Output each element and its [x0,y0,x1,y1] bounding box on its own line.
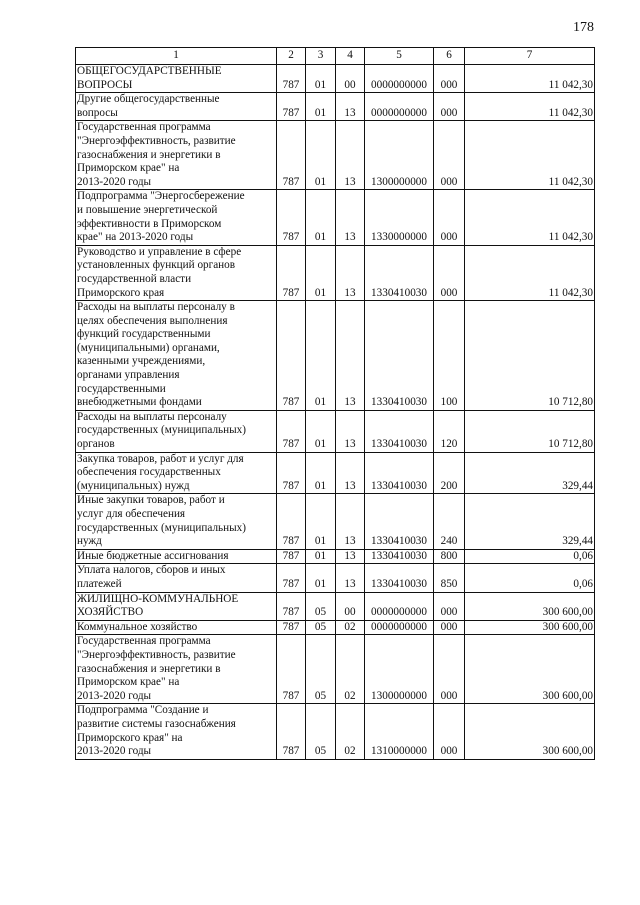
cell-name [76,190,277,245]
cell-subsection: 13 [336,494,365,549]
cell-name [76,549,277,564]
cell-name [76,704,277,759]
cell-target-article: 1330410030 [365,494,434,549]
cell-expense-type: 000 [434,65,465,93]
cell-amount: 11 042,30 [465,245,595,300]
cell-name [76,93,277,121]
header-cell-amount: 7 [465,48,595,65]
cell-name [76,592,277,620]
page-number: 178 [573,20,594,35]
budget-table [75,47,595,760]
cell-name [76,121,277,190]
cell-name-line: функций государственными [77,328,211,341]
cell-target-article: 1300000000 [365,121,434,190]
cell-expense-type: 000 [434,635,465,704]
cell-grbs: 787 [277,65,306,93]
header-cell-subsection: 4 [336,48,365,65]
table-row [76,564,595,592]
budget-table-body [76,48,595,760]
cell-section: 01 [306,452,336,494]
cell-subsection: 13 [336,190,365,245]
cell-name [76,635,277,704]
cell-name-line: и повышение энергетической [77,203,218,216]
table-row [76,65,595,93]
table-row [76,301,595,411]
cell-name-line: Приморском крае" на [77,676,180,689]
cell-expense-type: 000 [434,620,465,635]
cell-amount: 0,06 [465,549,595,564]
cell-name-line: ХОЗЯЙСТВО [77,606,144,619]
cell-expense-type: 000 [434,93,465,121]
cell-section: 05 [306,620,336,635]
cell-name [76,301,277,411]
cell-subsection: 13 [336,410,365,452]
cell-name-line: Приморского края [77,286,165,299]
table-row [76,494,595,549]
cell-name-line: ОБЩЕГОСУДАРСТВЕННЫЕ [77,65,222,77]
cell-name-line: Подпрограмма "Создание и [77,704,209,717]
cell-name-line: государственных (муниципальных) [77,521,246,534]
cell-expense-type: 120 [434,410,465,452]
cell-target-article: 0000000000 [365,592,434,620]
cell-expense-type: 000 [434,592,465,620]
cell-section: 01 [306,245,336,300]
cell-grbs: 787 [277,564,306,592]
cell-name-line: Коммунальное хозяйство [77,620,198,633]
cell-name-line: установленных функций органов [77,259,236,272]
cell-expense-type: 000 [434,245,465,300]
cell-grbs: 787 [277,549,306,564]
table-row [76,592,595,620]
cell-name-line: (муниципальными) органами, [77,341,220,354]
table-row [76,190,595,245]
cell-subsection: 13 [336,452,365,494]
cell-grbs: 787 [277,494,306,549]
cell-section: 01 [306,121,336,190]
cell-target-article: 1330410030 [365,564,434,592]
cell-name-line: ВОПРОСЫ [77,78,133,91]
cell-name-line: органов [77,438,115,451]
cell-amount: 329,44 [465,494,595,549]
cell-name-line: платежей [77,577,122,590]
cell-grbs: 787 [277,301,306,411]
cell-expense-type: 200 [434,452,465,494]
cell-amount: 11 042,30 [465,93,595,121]
cell-name-line: нужд [77,535,102,548]
cell-amount: 11 042,30 [465,121,595,190]
cell-amount: 11 042,30 [465,65,595,93]
table-row [76,93,595,121]
table-row [76,121,595,190]
header-cell-grbs: 2 [277,48,306,65]
cell-grbs: 787 [277,635,306,704]
cell-name-line: эффективности в Приморском [77,217,222,230]
cell-grbs: 787 [277,620,306,635]
cell-section: 01 [306,93,336,121]
cell-name-line: целях обеспечения выполнения [77,314,228,327]
cell-name-line: ЖИЛИЩНО-КОММУНАЛЬНОЕ [77,592,239,605]
cell-name-line: развитие системы газоснабжения [77,717,236,730]
cell-target-article: 1330410030 [365,245,434,300]
cell-subsection: 00 [336,592,365,620]
cell-subsection: 02 [336,635,365,704]
cell-subsection: 13 [336,245,365,300]
cell-expense-type: 000 [434,121,465,190]
cell-section: 01 [306,549,336,564]
cell-subsection: 13 [336,564,365,592]
cell-amount: 11 042,30 [465,190,595,245]
cell-name-line: Расходы на выплаты персоналу в [77,301,235,314]
cell-name [76,452,277,494]
cell-expense-type: 000 [434,704,465,759]
cell-name-line: 2013-2020 годы [77,689,152,702]
cell-target-article: 1330000000 [365,190,434,245]
header-cell-target-article: 5 [365,48,434,65]
cell-name-line: государственной власти [77,272,192,285]
cell-section: 01 [306,564,336,592]
cell-grbs: 787 [277,121,306,190]
cell-expense-type: 000 [434,190,465,245]
cell-name [76,494,277,549]
cell-name-line: государственными [77,382,166,395]
cell-name-line: "Энергоэффективность, развитие [77,648,236,661]
cell-name-line: Подпрограмма "Энергосбережение [77,190,245,203]
cell-section: 05 [306,704,336,759]
cell-section: 01 [306,410,336,452]
cell-subsection: 13 [336,301,365,411]
cell-target-article: 0000000000 [365,620,434,635]
cell-amount: 300 600,00 [465,704,595,759]
cell-name-line: Руководство и управление в сфере [77,245,242,258]
cell-name [76,620,277,635]
cell-subsection: 13 [336,93,365,121]
header-cell-name: 1 [76,48,277,65]
cell-amount: 0,06 [465,564,595,592]
cell-grbs: 787 [277,452,306,494]
cell-grbs: 787 [277,592,306,620]
cell-name-line: государственных (муниципальных) [77,424,246,437]
cell-name-line: Государственная программа [77,121,211,134]
cell-name [76,245,277,300]
cell-name-line: Другие общегосударственные [77,93,220,106]
cell-target-article: 1330410030 [365,410,434,452]
cell-subsection: 00 [336,65,365,93]
cell-amount: 329,44 [465,452,595,494]
cell-name-line: Уплата налогов, сборов и иных [77,564,226,577]
cell-subsection: 13 [336,121,365,190]
cell-name-line: услуг для обеспечения [77,508,186,520]
cell-name-line: обеспечения государственных [77,466,221,479]
cell-target-article: 0000000000 [365,65,434,93]
cell-name-line: Иные закупки товаров, работ и [77,494,225,507]
cell-name-line: крае" на 2013-2020 годы [77,231,194,244]
cell-name-line: внебюджетными фондами [77,396,202,409]
cell-target-article: 1310000000 [365,704,434,759]
cell-grbs: 787 [277,410,306,452]
cell-amount: 10 712,80 [465,410,595,452]
table-header-row [76,48,595,65]
cell-section: 01 [306,190,336,245]
cell-name-line: казенными учреждениями, [77,355,206,368]
cell-name-line: 2013-2020 годы [77,745,152,758]
table-row [76,620,595,635]
cell-target-article: 1330410030 [365,549,434,564]
cell-expense-type: 800 [434,549,465,564]
cell-name-line: Приморском крае" на [77,162,180,175]
cell-target-article: 0000000000 [365,93,434,121]
cell-name-line: Приморского края" на [77,731,183,744]
cell-subsection: 02 [336,620,365,635]
cell-section: 05 [306,635,336,704]
header-cell-expense-type: 6 [434,48,465,65]
cell-name-line: газоснабжения и энергетики в [77,662,221,675]
cell-amount: 300 600,00 [465,592,595,620]
cell-section: 05 [306,592,336,620]
cell-target-article: 1330410030 [365,301,434,411]
cell-name-line: (муниципальных) нужд [77,479,190,492]
cell-name-line: 2013-2020 годы [77,175,152,188]
cell-name [76,564,277,592]
cell-name-line: Расходы на выплаты персоналу [77,410,227,423]
cell-grbs: 787 [277,93,306,121]
cell-name-line: Закупка товаров, работ и услуг для [77,452,244,465]
cell-expense-type: 850 [434,564,465,592]
cell-name-line: Иные бюджетные ассигнования [77,549,229,562]
cell-amount: 10 712,80 [465,301,595,411]
table-row [76,704,595,759]
cell-amount: 300 600,00 [465,635,595,704]
cell-section: 01 [306,65,336,93]
table-row [76,635,595,704]
cell-name-line: Государственная программа [77,635,211,648]
cell-section: 01 [306,494,336,549]
cell-name-line: вопросы [77,106,118,119]
cell-name [76,410,277,452]
table-row [76,245,595,300]
table-row [76,410,595,452]
cell-name-line: "Энергоэффективность, развитие [77,134,236,147]
header-cell-section: 3 [306,48,336,65]
cell-name [76,65,277,93]
cell-expense-type: 100 [434,301,465,411]
cell-grbs: 787 [277,704,306,759]
cell-amount: 300 600,00 [465,620,595,635]
cell-name-line: органами управления [77,369,180,382]
cell-target-article: 1330410030 [365,452,434,494]
cell-grbs: 787 [277,190,306,245]
cell-expense-type: 240 [434,494,465,549]
cell-subsection: 13 [336,549,365,564]
cell-subsection: 02 [336,704,365,759]
cell-target-article: 1300000000 [365,635,434,704]
table-row [76,452,595,494]
cell-name-line: газоснабжения и энергетики в [77,148,221,161]
cell-section: 01 [306,301,336,411]
cell-grbs: 787 [277,245,306,300]
table-row [76,549,595,564]
